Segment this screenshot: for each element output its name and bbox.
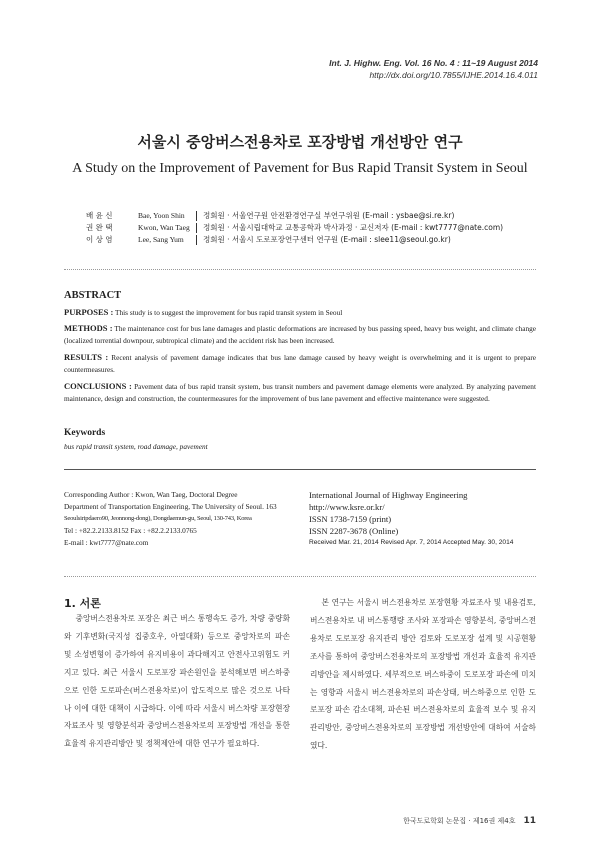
page-footer bbox=[403, 816, 536, 826]
results-text: Recent analysis of pavement damage indicates that bus lane damage caused by heavy weight is overwhelming and it is urgent to prepare countermeasures. bbox=[64, 353, 536, 374]
corr-line: Department of Transportation Engineering, The University of Seoul. 163 bbox=[64, 502, 277, 511]
abstract-purposes bbox=[64, 306, 536, 319]
author-affiliation: 정회원 · 서울연구원 안전환경연구실 부연구위원 (E-mail : ysbae@si.re.kr) bbox=[203, 211, 455, 220]
section-divider bbox=[64, 469, 536, 470]
journal-volume-line: Int. J. Highw. Eng. Vol. 16 No. 4 : 11~19 August 2014 bbox=[329, 58, 538, 68]
author-name-ko: 권 완 택 bbox=[86, 223, 113, 232]
results-label: RESULTS : bbox=[64, 352, 109, 362]
corresponding-author-block bbox=[64, 489, 296, 549]
author-row bbox=[86, 210, 503, 222]
author-row bbox=[86, 234, 503, 246]
section-divider bbox=[64, 576, 536, 577]
received-dates: Received Mar. 21, 2014 Revised Apr. 7, 2014 Accepted May. 30, 2014 bbox=[309, 539, 514, 546]
page-number: 11 bbox=[523, 816, 536, 826]
issn-online: ISSN 2287-3678 (Online) bbox=[309, 526, 399, 536]
divider bbox=[196, 211, 197, 221]
author-name-ko: 이 상 염 bbox=[86, 235, 113, 244]
author-affiliation: 정회원 · 서울시립대학교 교통공학과 박사과정 · 교신저자 (E-mail : kwt7777@nate.com) bbox=[203, 223, 504, 232]
issn-print: ISSN 1738-7159 (print) bbox=[309, 514, 392, 524]
corr-email: E-mail : kwt7777@nate.com bbox=[64, 538, 149, 547]
title-english: A Study on the Improvement of Pavement for Bus Rapid Transit System in Seoul bbox=[72, 161, 528, 176]
purposes-text: This study is to suggest the improvement for bus rapid transit system in Seoul bbox=[113, 308, 343, 317]
conclusions-label: CONCLUSIONS : bbox=[64, 381, 132, 391]
corr-line: Corresponding Author : Kwon, Wan Taeg, Doctoral Degree bbox=[64, 490, 238, 499]
author-name-en: Lee, Sang Yum bbox=[138, 235, 184, 244]
purposes-label: PURPOSES : bbox=[64, 307, 114, 317]
methods-label: METHODS : bbox=[64, 323, 113, 333]
author-list bbox=[86, 210, 503, 246]
section-heading: 1. 서론 bbox=[64, 597, 101, 610]
abstract-methods bbox=[64, 322, 536, 347]
author-name-en: Bae, Yoon Shin bbox=[138, 211, 185, 220]
conclusions-text: Pavement data of bus rapid transit system, bus transit numbers and pavement damage elements were analyzed. By analyzing pavement maintenance, design and construction, the countermeasures for the improvement of bus lane pavement and effective maintenance were suggested. bbox=[64, 382, 536, 403]
corr-line: Seoulsiripdaero90, Jeonnong-dong), Dongdaemun-gu, Seoul, 130-743, Korea bbox=[64, 515, 252, 522]
journal-info-block bbox=[309, 489, 539, 549]
methods-text: The maintenance cost for bus lane damages and plastic deformations are increased by bus passing speed, heavy bus weight, and climate change (localized torrential downpour, subtropical climate) and the accident risk has been increased. bbox=[64, 324, 537, 345]
divider bbox=[196, 223, 197, 233]
doi-link[interactable]: http://dx.doi.org/10.7855/IJHE.2014.16.4.011 bbox=[369, 70, 538, 80]
abstract-heading: ABSTRACT bbox=[64, 290, 122, 301]
abstract-results bbox=[64, 351, 536, 376]
author-name-en: Kwon, Wan Taeg bbox=[138, 223, 190, 232]
footer-journal: 한국도로학회 논문집 · 제16권 제4호 bbox=[403, 817, 516, 825]
abstract-conclusions bbox=[64, 380, 536, 405]
keywords-heading: Keywords bbox=[64, 428, 106, 438]
body-column-right: 본 연구는 서울시 버스전용차로 포장현황 자료조사 및 내용검토, 버스전용차로 내 버스통행량 조사와 포장파손 영향분석, 중앙버스전용차로 도로포장 유지관리 방안 검토와 도로포장 설계 및 시공현황 조사를 통하여 중앙버스전용차로의 포장방법 개선과 효율적 유지관리방안을 제시하였다. 세부적으로 버스하중이 도로포장 파손에 미치는 영향과 서울시 버스전용차로의 파손상태, 버스하중으로 인한 도로포장 파손 감소대책, 파손된 버스전용차로의 효율적 보수 및 유지관리방안, 중앙버스전용차로의 포장방법 개선방안에 대하여 서술하였다. bbox=[310, 598, 536, 751]
author-name-ko: 배 윤 신 bbox=[86, 211, 113, 220]
journal-url[interactable]: http://www.ksre.or.kr/ bbox=[309, 502, 385, 512]
author-row bbox=[86, 222, 503, 234]
section-divider bbox=[64, 269, 536, 270]
journal-citation bbox=[329, 57, 538, 81]
body-column-left: 중앙버스전용차로 포장은 최근 버스 통행속도 증가, 차량 중량화와 기후변화(국지성 집중호우, 아열대화) 등으로 중앙차로의 파손 및 소성변형이 증가하여 유지비용이 과다해지고 안전사고위험도 커지고 있다. 최근 서울시 도로포장 파손원인을 분석해보면 버스하중으로 인한 도로파손(버스전용차로)이 압도적으로 많은 것으로 나타나 이에 대한 대책이 시급하다. 이에 따라 서울시 버스차량 포장현장 자료조사 및 영향분석과 중앙버스전용차로의 포장방법 개선을 통한 효율적 유지관리방안 및 정책제안에 대한 연구가 필요하다. bbox=[64, 614, 290, 749]
corr-line: Tel : +82.2.2133.8152 Fax : +82.2.2133.0765 bbox=[64, 526, 197, 535]
journal-name: International Journal of Highway Engineering bbox=[309, 490, 468, 500]
author-affiliation: 정회원 · 서울시 도로포장연구센터 연구원 (E-mail : slee11@seoul.go.kr) bbox=[203, 235, 451, 244]
title-korean: 서울시 중앙버스전용차로 포장방법 개선방안 연구 bbox=[137, 133, 463, 151]
keywords-text: bus rapid transit system, road damage, pavement bbox=[64, 442, 208, 451]
divider bbox=[196, 235, 197, 245]
